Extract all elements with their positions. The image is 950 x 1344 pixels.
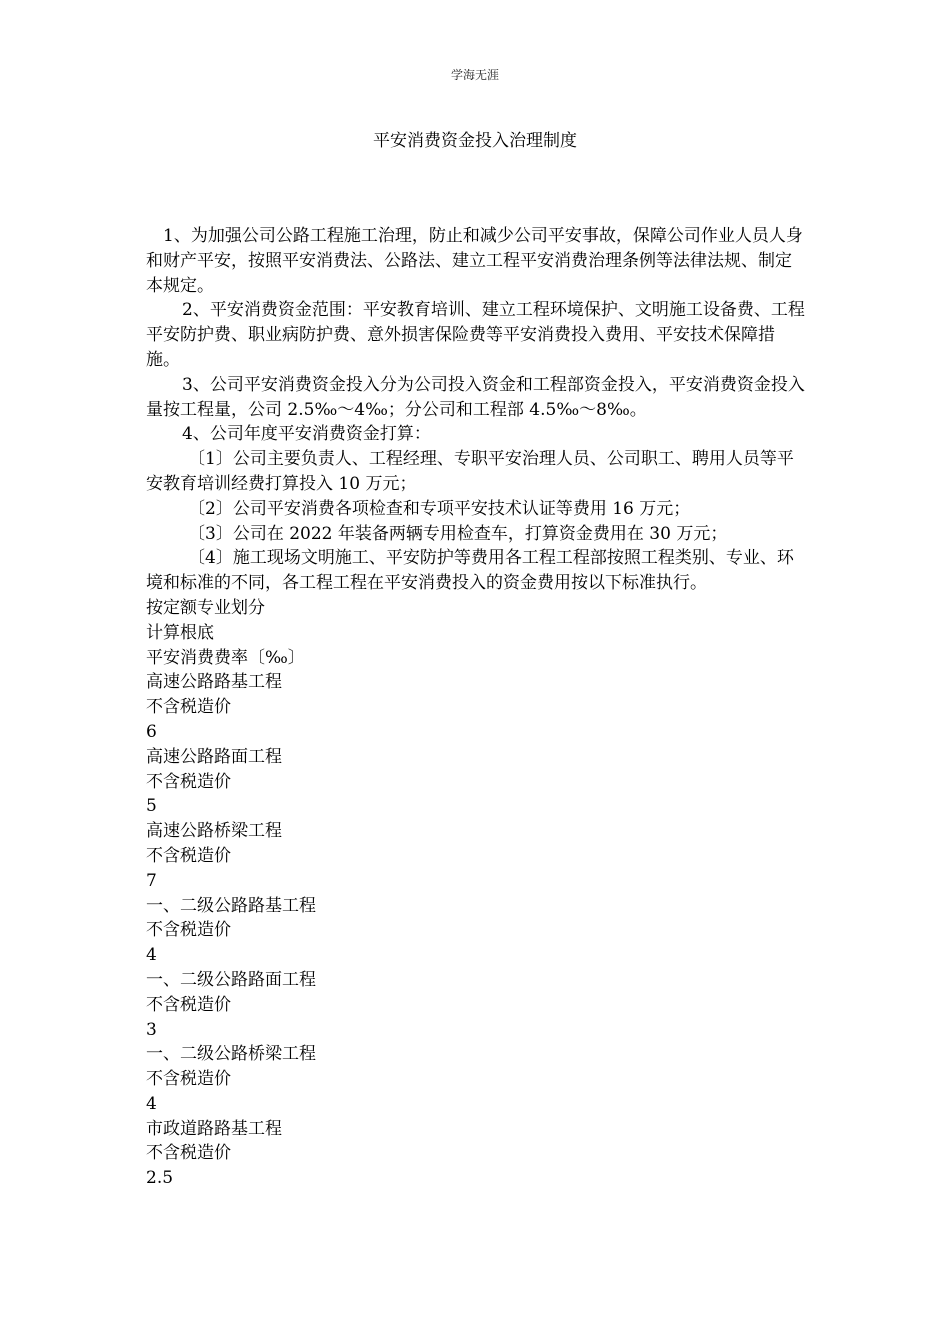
table-cell: 不含税造价 — [146, 1069, 231, 1090]
table-cell: 一、二级公路路面工程 — [146, 969, 316, 990]
table-cell: 4 — [146, 1093, 157, 1114]
table-cell: 不含税造价 — [146, 771, 231, 792]
table-header-cell: 按定额专业划分 — [146, 597, 265, 618]
table-cell: 不含税造价 — [146, 920, 231, 941]
plan-item-4: 〔4〕施工现场文明施工、平安防护等费用各工程工程部按照工程类别、专业、环境和标准的不同，各工程工程在平安消费投入的资金费用按以下标准执行。 — [146, 548, 794, 594]
plan-item-1: 〔1〕公司主要负责人、工程经理、专职平安治理人员、公司职工、聘用人员等平安教育培训经费打算投入 10 万元； — [146, 449, 794, 494]
table-cell: 一、二级公路桥梁工程 — [146, 1044, 316, 1065]
table-cell: 3 — [146, 1019, 157, 1040]
paragraph-3: 3、公司平安消费资金投入分为公司投入资金和工程部资金投入，平安消费资金投入量按工程量，公司 2.5‰～4‰；分公司和工程部 4.5‰～8‰。 — [146, 374, 805, 420]
paragraph-4: 4、公司年度平安消费资金打算： — [182, 424, 431, 445]
paragraph-1: 1、为加强公司公路工程施工治理，防止和减少公司平安事故，保障公司作业人员人身和财产平安，按照平安消费法、公路法、建立工程平安消费治理条例等法律法规、制定本规定。 — [146, 226, 803, 296]
table-cell: 高速公路路基工程 — [146, 672, 282, 693]
table-cell: 4 — [146, 945, 157, 966]
table-cell: 市政道路路基工程 — [146, 1118, 282, 1139]
document-body — [146, 224, 806, 1191]
table-cell: 不含税造价 — [146, 1143, 231, 1164]
table-cell: 5 — [146, 796, 157, 817]
table-cell: 6 — [146, 721, 157, 742]
table-cell: 不含税造价 — [146, 994, 231, 1015]
paragraph-2: 2、平安消费资金范围：平安教育培训、建立工程环境保护、文明施工设备费、工程平安防护费、职业病防护费、意外损害保险费等平安消费投入费用、平安技术保障措施。 — [146, 300, 805, 370]
table-cell: 不含税造价 — [146, 697, 231, 718]
table-cell: 7 — [146, 870, 157, 891]
table-cell: 一、二级公路路基工程 — [146, 895, 316, 916]
table-cell: 高速公路路面工程 — [146, 746, 282, 767]
table-cell: 2.5 — [146, 1168, 174, 1189]
plan-item-3: 〔3〕公司在 2022 年装备两辆专用检查车，打算资金费用在 30 万元； — [188, 523, 728, 544]
page-header: 学海无涯 — [450, 68, 499, 82]
rate-table — [146, 596, 806, 1191]
table-header-cell: 平安消费费率〔‰〕 — [146, 647, 305, 668]
table-cell: 高速公路桥梁工程 — [146, 821, 282, 842]
plan-item-2: 〔2〕公司平安消费各项检查和专项平安技术认证等费用 16 万元； — [188, 498, 691, 519]
table-cell: 不含税造价 — [146, 845, 231, 866]
document-title: 平安消费资金投入治理制度 — [373, 131, 577, 151]
table-header-cell: 计算根底 — [146, 622, 214, 643]
